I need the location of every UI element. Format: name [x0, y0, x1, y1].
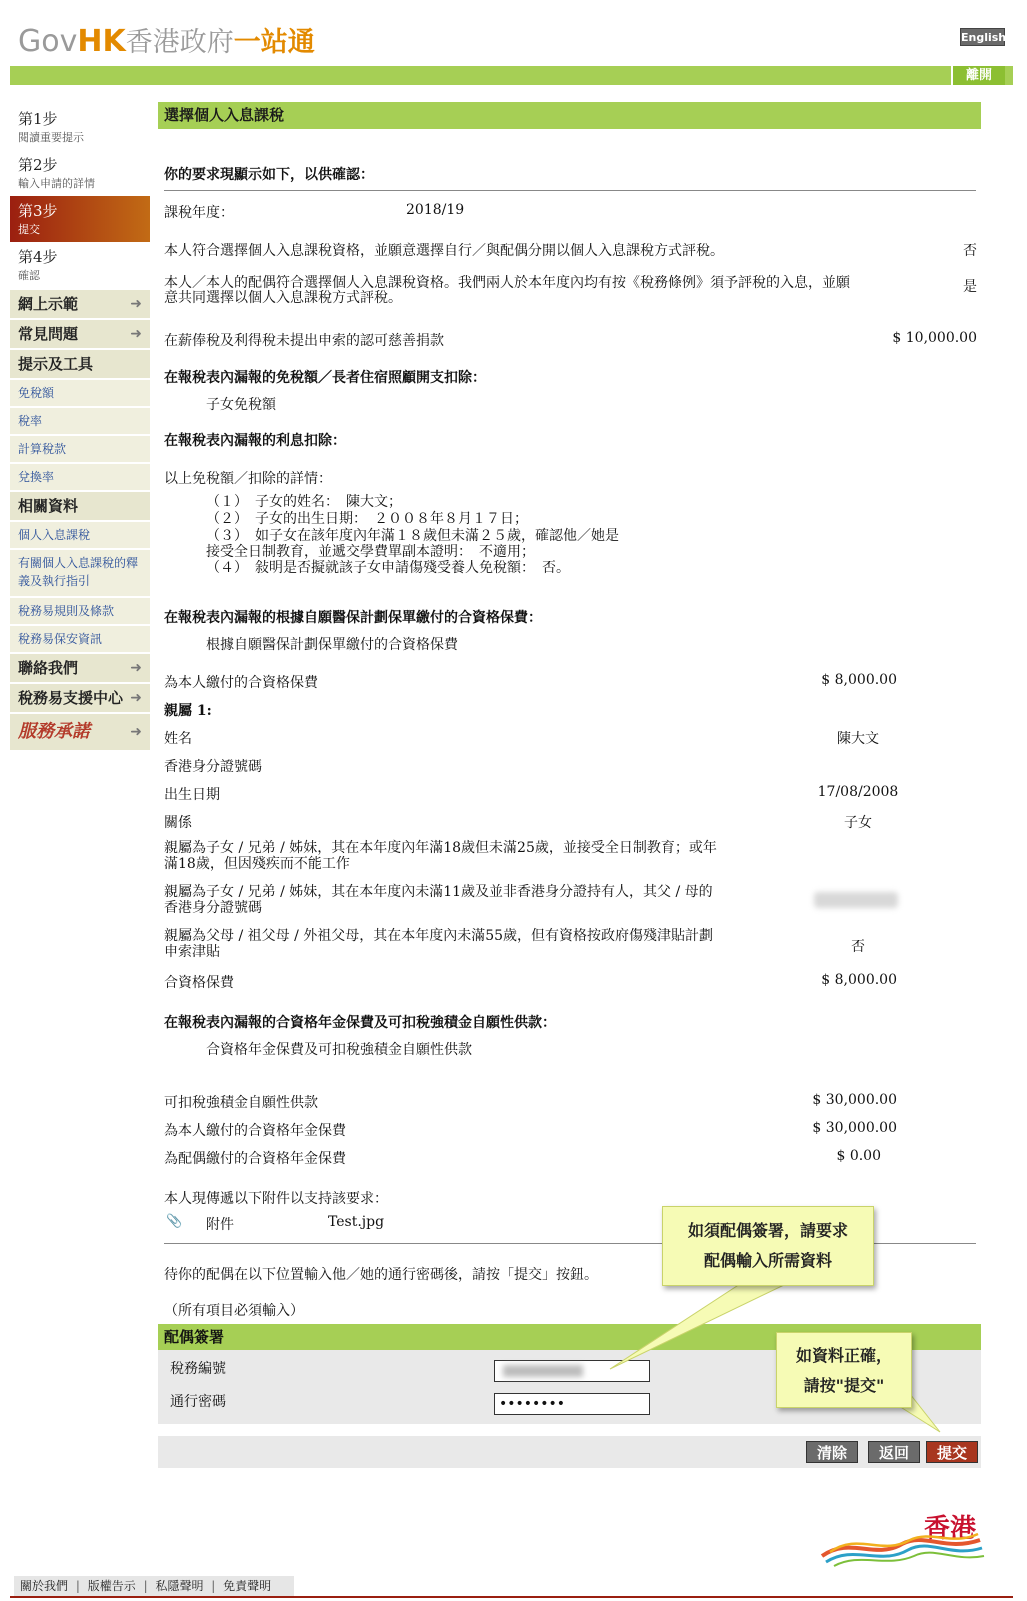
dependant-relationship-value: 子女 [844, 815, 872, 831]
submit-button[interactable]: 提交 [926, 1441, 978, 1463]
clear-button[interactable]: 清除 [806, 1441, 858, 1463]
dependant-name-label: 姓名 [164, 731, 192, 747]
annuity-self-label: 為本人繳付的合資格年金保費 [164, 1123, 346, 1139]
footer-separator: | [211, 1579, 216, 1593]
sidebar-item-contact[interactable] [10, 654, 150, 682]
details-line-5: （４） 敍明是否擬就該子女申請傷殘受養人免稅額： 否。 [206, 560, 570, 576]
spouse-callout-pointer [610, 1284, 786, 1369]
sidebar-item-label: 稅務易支援中心 [18, 689, 124, 707]
arrow-right-icon: ➜ [130, 660, 142, 676]
tax-year-label: 課稅年度： [164, 205, 234, 221]
sidebar-heading-related: 相關資料 [10, 492, 150, 520]
sidebar-link-personal-assessment[interactable]: 個人入息課稅 [10, 522, 150, 548]
dependant-dob-value: 17/08/2008 [817, 784, 899, 800]
submit-callout [776, 1332, 912, 1408]
dependant-hkid-label: 香港身分證號碼 [164, 759, 262, 775]
back-button[interactable]: 返回 [868, 1441, 920, 1463]
footer-link-copyright[interactable]: 版權告示 [87, 1579, 136, 1593]
dependant-premium-label: 合資格保費 [164, 975, 234, 991]
sidebar-link-tax-calculator[interactable]: 計算稅款 [10, 436, 150, 462]
donation-value: $ 10,000.00 [892, 330, 977, 346]
step-title: 第2步 [18, 156, 58, 174]
footer-link-disclaimer[interactable]: 免責聲明 [223, 1579, 272, 1593]
arrow-right-icon: ➜ [130, 690, 142, 706]
required-note: （所有項目必須輸入） [164, 1303, 304, 1319]
sidebar-item-faq[interactable] [10, 320, 150, 348]
attachment-label: 附件 [206, 1217, 234, 1233]
spouse-sign-callout [662, 1206, 874, 1286]
dependant-q3-value: 否 [851, 939, 865, 955]
details-line-4: 接受全日制教育，並遞交學費單副本證明： 不適用； [206, 544, 535, 560]
dependant-dob-label: 出生日期 [164, 787, 220, 803]
option-separate-text: 本人符合選擇個人入息課稅資格，並願意選擇自行／與配偶分開以個人入息課稅方式評稅。 [164, 243, 724, 259]
service-pledge-logo: 服務承諾 [18, 721, 90, 742]
logo-cn-bold-text: 一站通 [233, 27, 315, 58]
sidebar-link-exchange-rate[interactable]: 兌換率 [10, 464, 150, 490]
paperclip-icon: 📎 [166, 1214, 183, 1229]
mpf-voluntary-value: $ 30,000.00 [812, 1092, 897, 1108]
tax-year-value: 2018/19 [406, 202, 465, 218]
option-separate-answer: 否 [963, 243, 977, 259]
step-subtitle: 確認 [18, 269, 40, 282]
footer-separator: | [75, 1579, 80, 1593]
sidebar-item-support[interactable] [10, 684, 150, 712]
password-input[interactable]: •••••••• [494, 1393, 650, 1415]
sidebar-item-label: 常見問題 [18, 325, 79, 343]
footer-link-about[interactable]: 關於我們 [20, 1579, 69, 1593]
footer-link-privacy[interactable]: 私隱聲明 [155, 1579, 204, 1593]
logo-hk-text: HK [77, 24, 126, 59]
details-line-1: （１） 子女的姓名： 陳大文； [206, 494, 402, 510]
brand-hong-kong-logo [820, 1508, 985, 1568]
divider [164, 190, 976, 191]
tax-number-label: 稅務編號 [170, 1361, 226, 1377]
step-title: 第1步 [18, 110, 58, 128]
dragon-icon [820, 1530, 985, 1568]
step-2 [10, 150, 150, 196]
step-1 [10, 104, 150, 150]
dependant-q2-text: 親屬為子女 / 兄弟 / 姊妹，其在本年度內未滿11歲及並非香港身分證持有人，其父 / 母的香港身分證號碼 [164, 884, 713, 916]
arrow-right-icon: ➜ [130, 724, 142, 740]
vhis-item: 根據自願醫保計劃保單繳付的合資格保費 [206, 637, 458, 653]
vhis-self-value: $ 8,000.00 [821, 672, 897, 688]
dependant-q3-text: 親屬為父母 / 祖父母 / 外祖父母，其在本年度內未滿55歲，但有資格按政府傷殘津貼計劃申索津貼 [164, 928, 714, 960]
sidebar-heading-tips: 提示及工具 [10, 350, 150, 378]
arrow-right-icon: ➜ [130, 296, 142, 312]
donation-label: 在薪俸稅及利得稅未提出申索的認可慈善捐款 [164, 333, 444, 349]
callout-text: 如須配偶簽署，請要求 [687, 1221, 848, 1240]
mpf-item: 合資格年金保費及可扣稅強積金自願性供款 [206, 1042, 472, 1058]
logout-button[interactable]: 離開 [951, 66, 1005, 85]
callout-text: 配偶輸入所需資料 [703, 1251, 832, 1270]
sidebar-item-label: 網上示範 [18, 295, 79, 313]
step-subtitle: 閱讀重要提示 [18, 131, 84, 144]
password-label: 通行密碼 [170, 1394, 226, 1410]
redacted-value [814, 892, 898, 908]
sidebar-link-security[interactable]: 稅務易保安資訊 [10, 626, 150, 652]
details-line-2: （２） 子女的出生日期： ２００８年８月１７日； [206, 511, 528, 527]
step-title: 第4步 [18, 248, 58, 266]
sidebar [10, 104, 150, 750]
footer-divider [10, 1596, 1013, 1598]
dependant-premium-value: $ 8,000.00 [821, 972, 897, 988]
vhis-self-label: 為本人繳付的合資格保費 [164, 675, 318, 691]
step-4 [10, 242, 150, 288]
step-title: 第3步 [18, 202, 58, 220]
step-3-current [10, 196, 150, 242]
vhis-heading: 在報稅表內漏報的根據自願醫保計劃保單繳付的合資格保費： [164, 610, 542, 626]
section-title: 選擇個人入息課稅 [158, 102, 981, 129]
wait-instruction: 待你的配偶在以下位置輸入他／她的通行密碼後，請按「提交」按鈕。 [164, 1267, 598, 1283]
interest-heading: 在報稅表內漏報的利息扣除： [164, 433, 346, 449]
sidebar-item-demo[interactable] [10, 290, 150, 318]
attachment-file-link[interactable]: Test.jpg [328, 1214, 385, 1230]
step-subtitle: 提交 [18, 223, 40, 236]
logo-gov-text: Gov [18, 24, 78, 59]
govhk-logo[interactable] [18, 20, 315, 59]
sidebar-link-terms[interactable]: 稅務易規則及條款 [10, 598, 150, 624]
callout-text: 請按"提交" [803, 1376, 885, 1395]
brand-hk-text: 香港 [924, 1514, 977, 1544]
sidebar-link-tax-rates[interactable]: 稅率 [10, 408, 150, 434]
logo-cn-text: 香港政府 [125, 27, 234, 58]
top-bar [10, 66, 1013, 85]
allowance-heading: 在報稅表內漏報的免稅額／長者住宿照顧開支扣除： [164, 370, 486, 386]
dependant-heading: 親屬 1: [164, 703, 212, 719]
spouse-sign-heading: 配偶簽署 [158, 1324, 981, 1350]
callout-text: 如資料正確， [795, 1346, 892, 1365]
option-joint-text: 本人／本人的配偶符合選擇個人入息課稅資格。我們兩人於本年度內均有按《稅務條例》須予評稅的入息，並願意共同選擇以個人入息課稅方式評稅。 [164, 275, 850, 306]
step-subtitle: 輸入申請的詳情 [18, 177, 95, 190]
mpf-heading: 在報稅表內漏報的合資格年金保費及可扣稅強積金自願性供款： [164, 1015, 556, 1031]
sidebar-item-label: 聯絡我們 [18, 659, 79, 677]
option-joint-answer: 是 [963, 279, 977, 295]
sidebar-link-interpretation[interactable]: 有關個人入息課稅的釋義及執行指引 [10, 550, 150, 596]
dependant-name-value: 陳大文 [837, 731, 879, 747]
footer-separator: | [143, 1579, 148, 1593]
confirm-heading: 你的要求現顯示如下，以供確認： [164, 167, 374, 183]
dependant-relationship-label: 關係 [164, 815, 192, 831]
annuity-spouse-label: 為配偶繳付的合資格年金保費 [164, 1151, 346, 1167]
annuity-self-value: $ 30,000.00 [812, 1120, 897, 1136]
attachment-heading: 本人現傳遞以下附件以支持該要求： [164, 1191, 388, 1207]
details-heading: 以上免稅額／扣除的詳情： [164, 471, 332, 487]
arrow-right-icon: ➜ [130, 326, 142, 342]
sidebar-link-allowances[interactable]: 免稅額 [10, 380, 150, 406]
allowance-item: 子女免稅額 [206, 397, 276, 413]
sidebar-item-service-pledge[interactable] [10, 714, 150, 750]
redacted-value [503, 1365, 583, 1377]
footer-links [14, 1576, 294, 1596]
dependant-q1-text: 親屬為子女 / 兄弟 / 姊妹，其在本年度內年滿18歲但未滿25歲，並接受全日制教育；或年滿18歲，但因殘疾而不能工作 [164, 840, 717, 872]
details-line-3: （３） 如子女在該年度內年滿１８歲但未滿２５歲，確認他／她是 [206, 528, 619, 544]
annuity-spouse-value: $ 0.00 [836, 1148, 881, 1164]
english-language-button[interactable]: English [960, 28, 1005, 46]
mpf-voluntary-label: 可扣稅強積金自願性供款 [164, 1095, 318, 1111]
